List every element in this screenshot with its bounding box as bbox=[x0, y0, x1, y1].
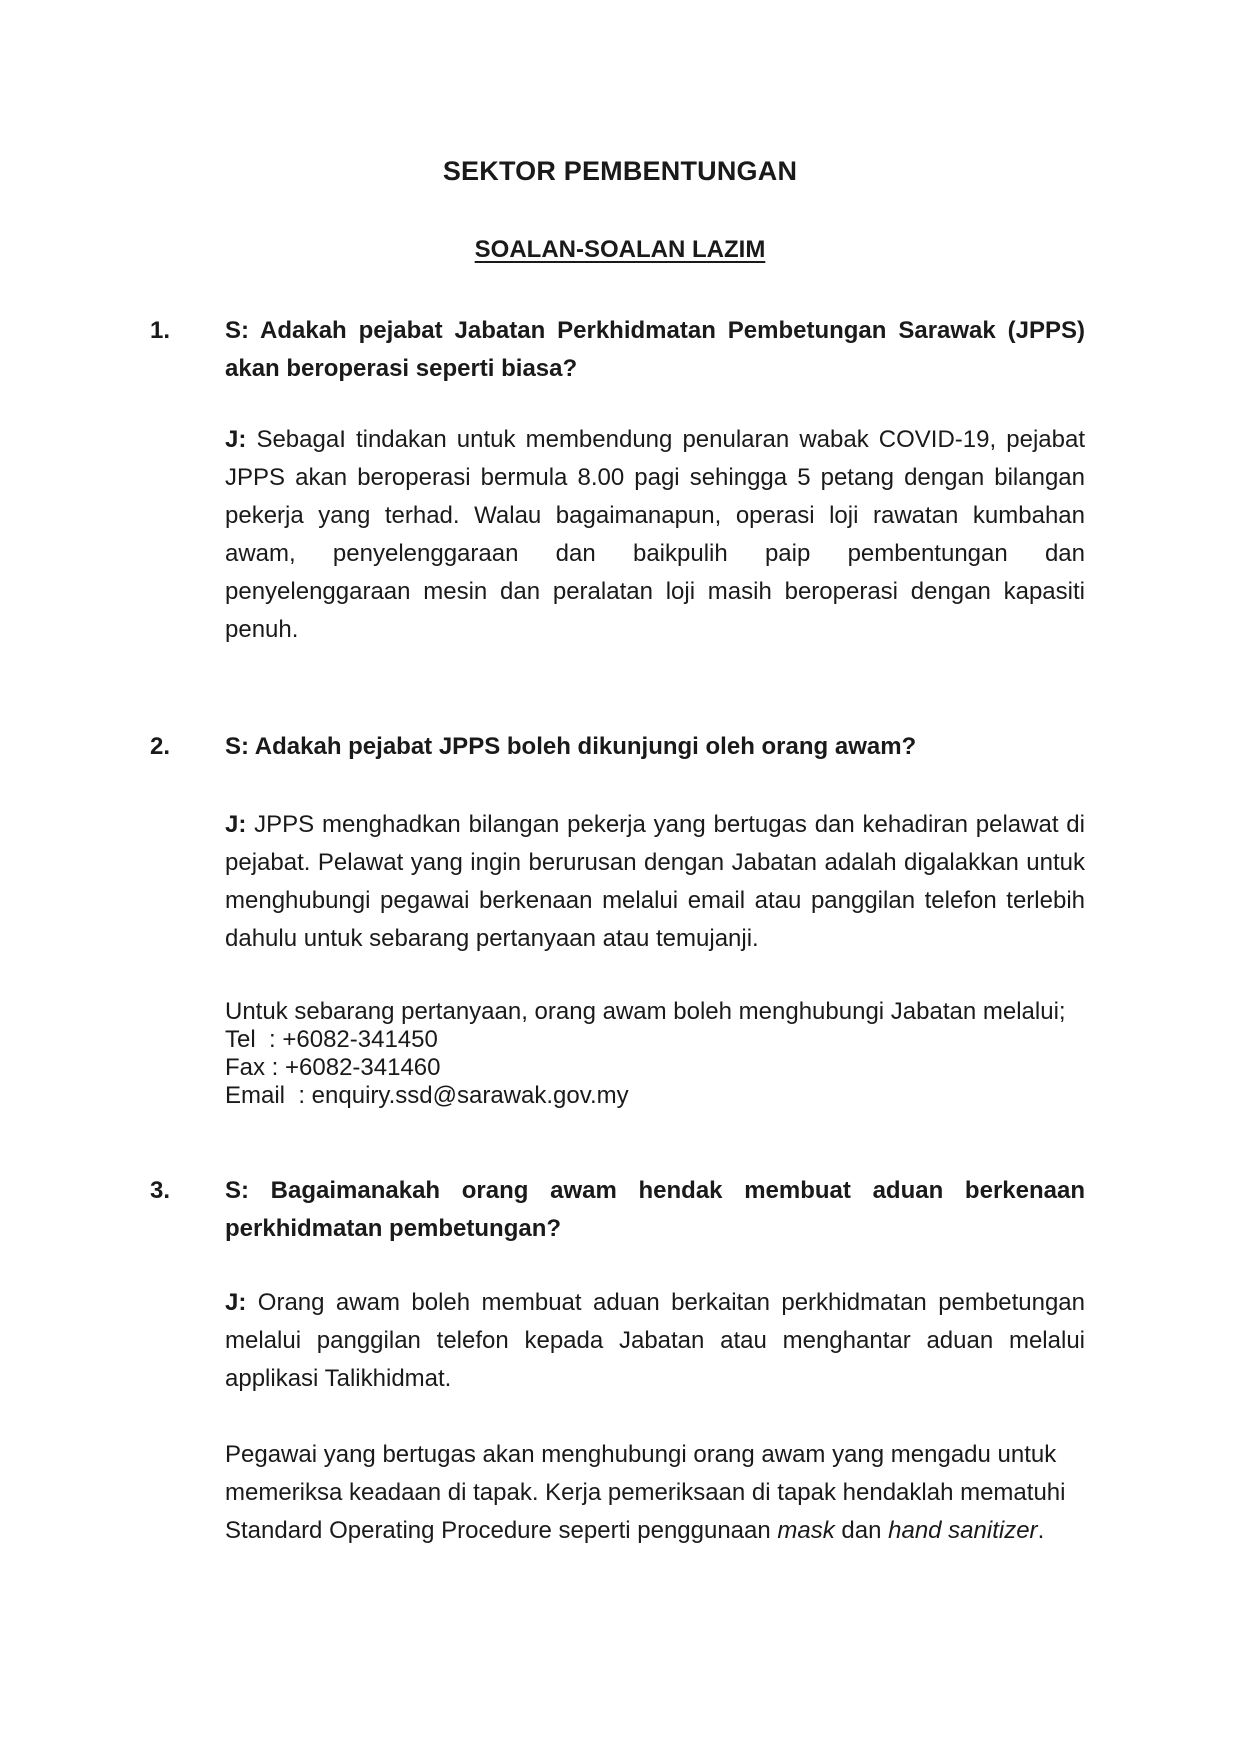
contact-info bbox=[225, 998, 1085, 1110]
contact-email: Email : enquiry.ssd@sarawak.gov.my bbox=[225, 1082, 629, 1109]
note-text: . bbox=[1037, 1517, 1045, 1544]
note-text: dan bbox=[834, 1517, 889, 1544]
note-italic-mask: mask bbox=[777, 1517, 835, 1544]
note-italic-sanitizer: hand sanitizer bbox=[888, 1517, 1038, 1544]
answer-prefix: J: bbox=[225, 1289, 247, 1316]
faq-item-number: 2. bbox=[150, 733, 171, 760]
faq-item-number: 1. bbox=[150, 317, 171, 344]
contact-intro: Untuk sebarang pertanyaan, orang awam boleh menghubungi Jabatan melalui; bbox=[225, 998, 1066, 1025]
answer-text: SebagaI tindakan untuk membendung penularan wabak COVID-19, pejabat JPPS akan beroperasi bermula 8.00 pagi sehingga 5 petang dengan bilangan pekerja yang terhad. Walau bagaimanapun, operasi loji rawatan kumbahan awam, penyelenggaraan dan baikpulih paip pembentungan dan penyelenggaraan mesin dan peralatan loji masih beroperasi dengan kapasiti penuh. bbox=[225, 426, 1085, 643]
faq-answer-2 bbox=[225, 806, 1085, 958]
note-text: Pegawai yang bertugas akan menghubungi orang awam yang mengadu untuk memeriksa keadaan di tapak. Kerja pemeriksaan di tapak hendaklah mematuhi Standard Operating Procedure seperti penggunaan bbox=[225, 1441, 1066, 1544]
document-subtitle: SOALAN-SOALAN LAZIM bbox=[474, 236, 766, 263]
answer-text: Orang awam boleh membuat aduan berkaitan perkhidmatan pembetungan melalui panggilan telefon kepada Jabatan atau menghantar aduan melalui applikasi Talikhidmat. bbox=[225, 1289, 1085, 1392]
faq-answer-3 bbox=[225, 1284, 1085, 1398]
faq-question: S: Bagaimanakah orang awam hendak membuat aduan berkenaan perkhidmatan pembetungan? bbox=[225, 1177, 1085, 1242]
contact-tel: Tel : +6082-341450 bbox=[225, 1026, 438, 1053]
faq-item-number: 3. bbox=[150, 1177, 171, 1204]
answer-prefix: J: bbox=[225, 426, 247, 453]
contact-fax: Fax : +6082-341460 bbox=[225, 1054, 441, 1081]
faq-answer-1 bbox=[225, 421, 1085, 649]
document-title: SEKTOR PEMBENTUNGAN bbox=[442, 156, 798, 186]
faq-question: S: Adakah pejabat JPPS boleh dikunjungi oleh orang awam? bbox=[225, 733, 917, 760]
answer-text: JPPS menghadkan bilangan pekerja yang bertugas dan kehadiran pelawat di pejabat. Pelawat yang ingin berurusan dengan Jabatan adalah digalakkan untuk menghubungi pegawai berkenaan melalui email atau panggilan telefon terlebih dahulu untuk sebarang pertanyaan atau temujanji. bbox=[225, 811, 1085, 952]
faq-question: S: Adakah pejabat Jabatan Perkhidmatan Pembetungan Sarawak (JPPS) akan beroperasi seperti biasa? bbox=[225, 317, 1085, 382]
faq-note-3 bbox=[225, 1436, 1085, 1550]
answer-prefix: J: bbox=[225, 811, 247, 838]
